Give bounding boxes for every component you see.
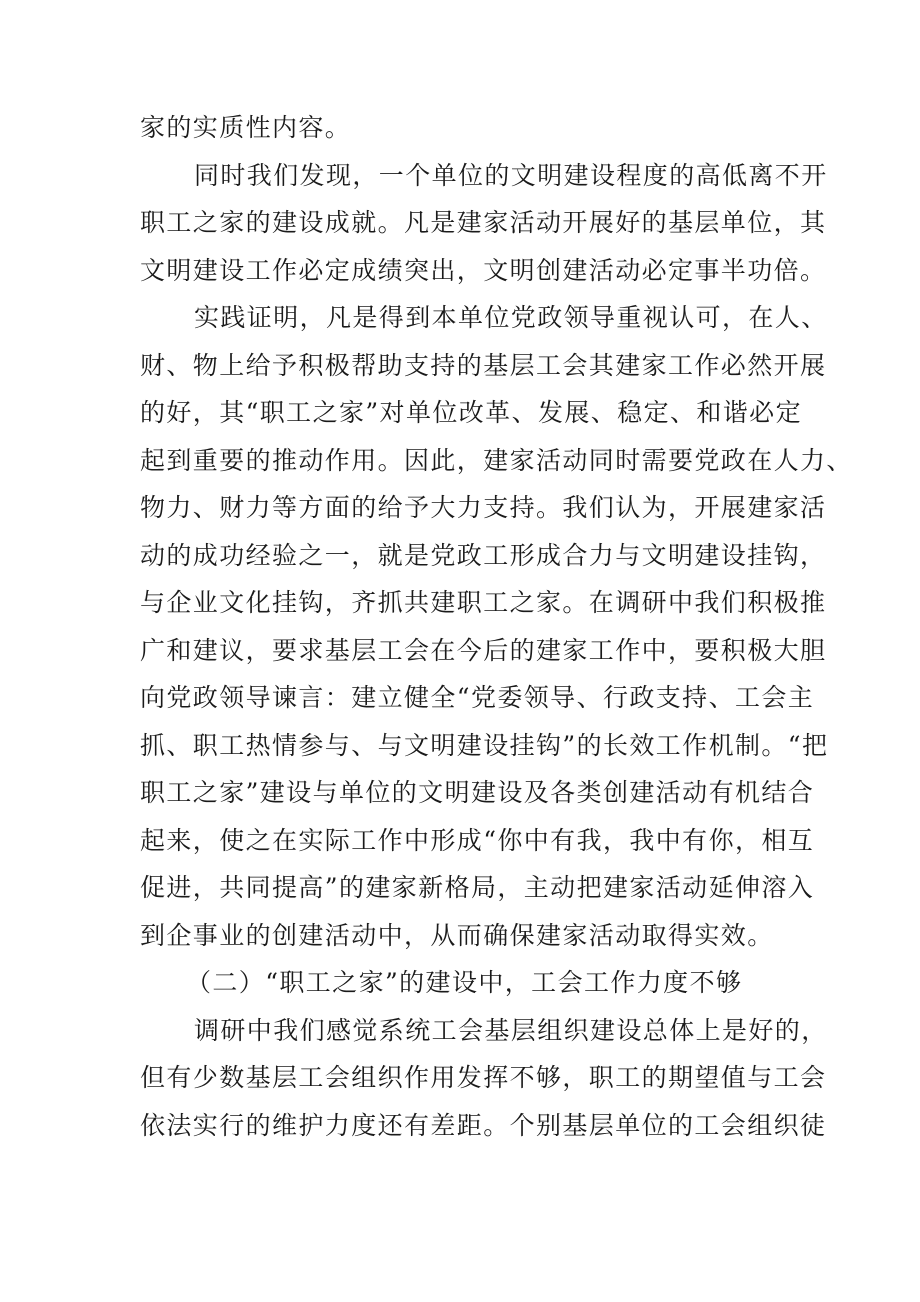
text-line: 实践证明，凡是得到本单位党政领导重视认可，在人、	[194, 303, 828, 332]
text-line: 促进，共同提高”的建家新格局，主动把建家活动延伸溶入	[140, 873, 815, 902]
text-line: 但有少数基层工会组织作用发挥不够，职工的期望值与工会	[140, 1063, 827, 1092]
text-line: 向党政领导谏言：建立健全“党委领导、行政支持、工会主	[140, 683, 815, 712]
text-line: 文明建设工作必定成绩突出，文明创建活动必定事半功倍。	[140, 255, 827, 285]
text-line: 同时我们发现，一个单位的文明建设程度的高低离不开	[194, 160, 828, 190]
text-line: 财、物上给予积极帮助支持的基层工会其建家工作必然开展	[140, 350, 827, 380]
text-line: 的好，其“职工之家”对单位改革、发展、稳定、和谐必定	[140, 398, 802, 427]
text-line: 依法实行的维护力度还有差距。个别基层单位的工会组织徒	[140, 1110, 827, 1140]
text-line: 抓、职工热情参与、与文明建设挂钩”的长效工作机制。“把	[140, 730, 829, 760]
text-line: 起到重要的推动作用。因此，建家活动同时需要党政在人力、	[140, 445, 853, 475]
text-line: 职工之家”建设与单位的文明建设及各类创建活动有机结合	[140, 778, 815, 807]
text-line: 到企事业的创建活动中，从而确保建家活动取得实效。	[140, 920, 774, 950]
text-line: 与企业文化挂钩，齐抓共建职工之家。在调研中我们积极推	[140, 588, 827, 617]
text-line: 物力、财力等方面的给予大力支持。我们认为，开展建家活	[140, 493, 827, 522]
text-line: 广和建议，要求基层工会在今后的建家工作中，要积极大胆	[140, 635, 827, 665]
text-line: 起来，使之在实际工作中形成“你中有我，我中有你，相互	[140, 825, 815, 855]
section-heading: （二）“职工之家”的建设中，工会工作力度不够	[186, 968, 743, 997]
text-line: 动的成功经验之一，就是党政工形成合力与文明建设挂钩，	[140, 540, 827, 570]
document-body	[140, 104, 853, 1149]
text-line: 家的实质性内容。	[140, 113, 352, 142]
text-line: 职工之家的建设成就。凡是建家活动开展好的基层单位，其	[140, 208, 827, 237]
text-line: 调研中我们感觉系统工会基层组织建设总体上是好的，	[194, 1015, 828, 1045]
